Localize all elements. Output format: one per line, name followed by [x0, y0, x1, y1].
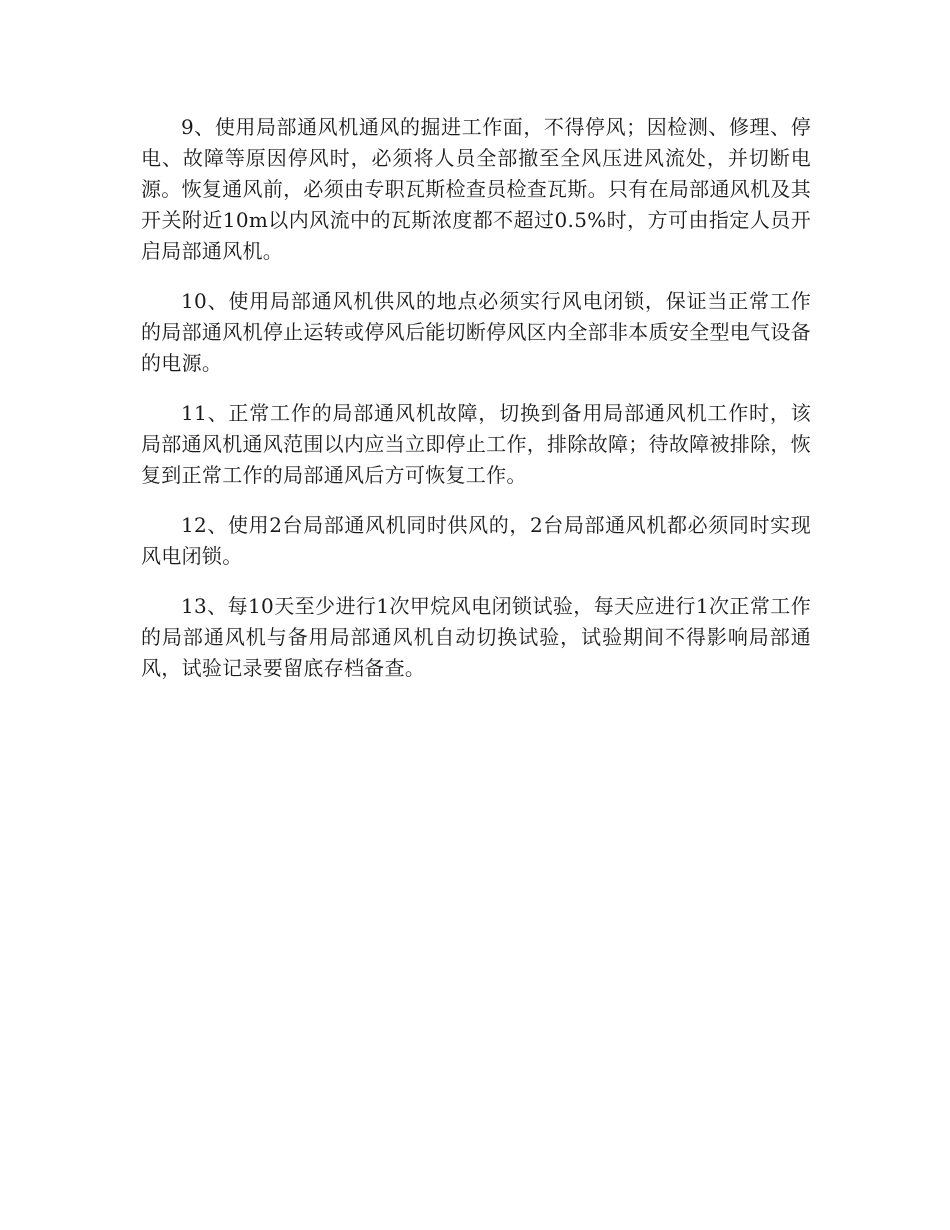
paragraph-12: 12、使用2台局部通风机同时供风的，2台局部通风机都必须同时实现风电闭锁。 — [141, 513, 811, 568]
paragraph-10: 10、使用局部通风机供风的地点必须实行风电闭锁，保证当正常工作的局部通风机停止运转或停风后能切断停风区内全部非本质安全型电气设备的电源。 — [141, 289, 811, 375]
document-body — [141, 112, 811, 703]
paragraph-9: 9、使用局部通风机通风的掘进工作面，不得停风；因检测、修理、停电、故障等原因停风时，必须将人员全部撤至全风压进风流处，并切断电源。恢复通风前，必须由专职瓦斯检查员检查瓦斯。只有在局部通风机及其开关附近10m以内风流中的瓦斯浓度都不超过0.5%时，方可由指定人员开启局部通风机。 — [141, 115, 811, 263]
paragraph-11: 11、正常工作的局部通风机故障，切换到备用局部通风机工作时，该局部通风机通风范围以内应当立即停止工作，排除故障；待故障被排除，恢复到正常工作的局部通风后方可恢复工作。 — [141, 401, 811, 487]
paragraph-13: 13、每10天至少进行1次甲烷风电闭锁试验，每天应进行1次正常工作的局部通风机与备用局部通风机自动切换试验，试验期间不得影响局部通风，试验记录要留底存档备查。 — [141, 594, 811, 680]
